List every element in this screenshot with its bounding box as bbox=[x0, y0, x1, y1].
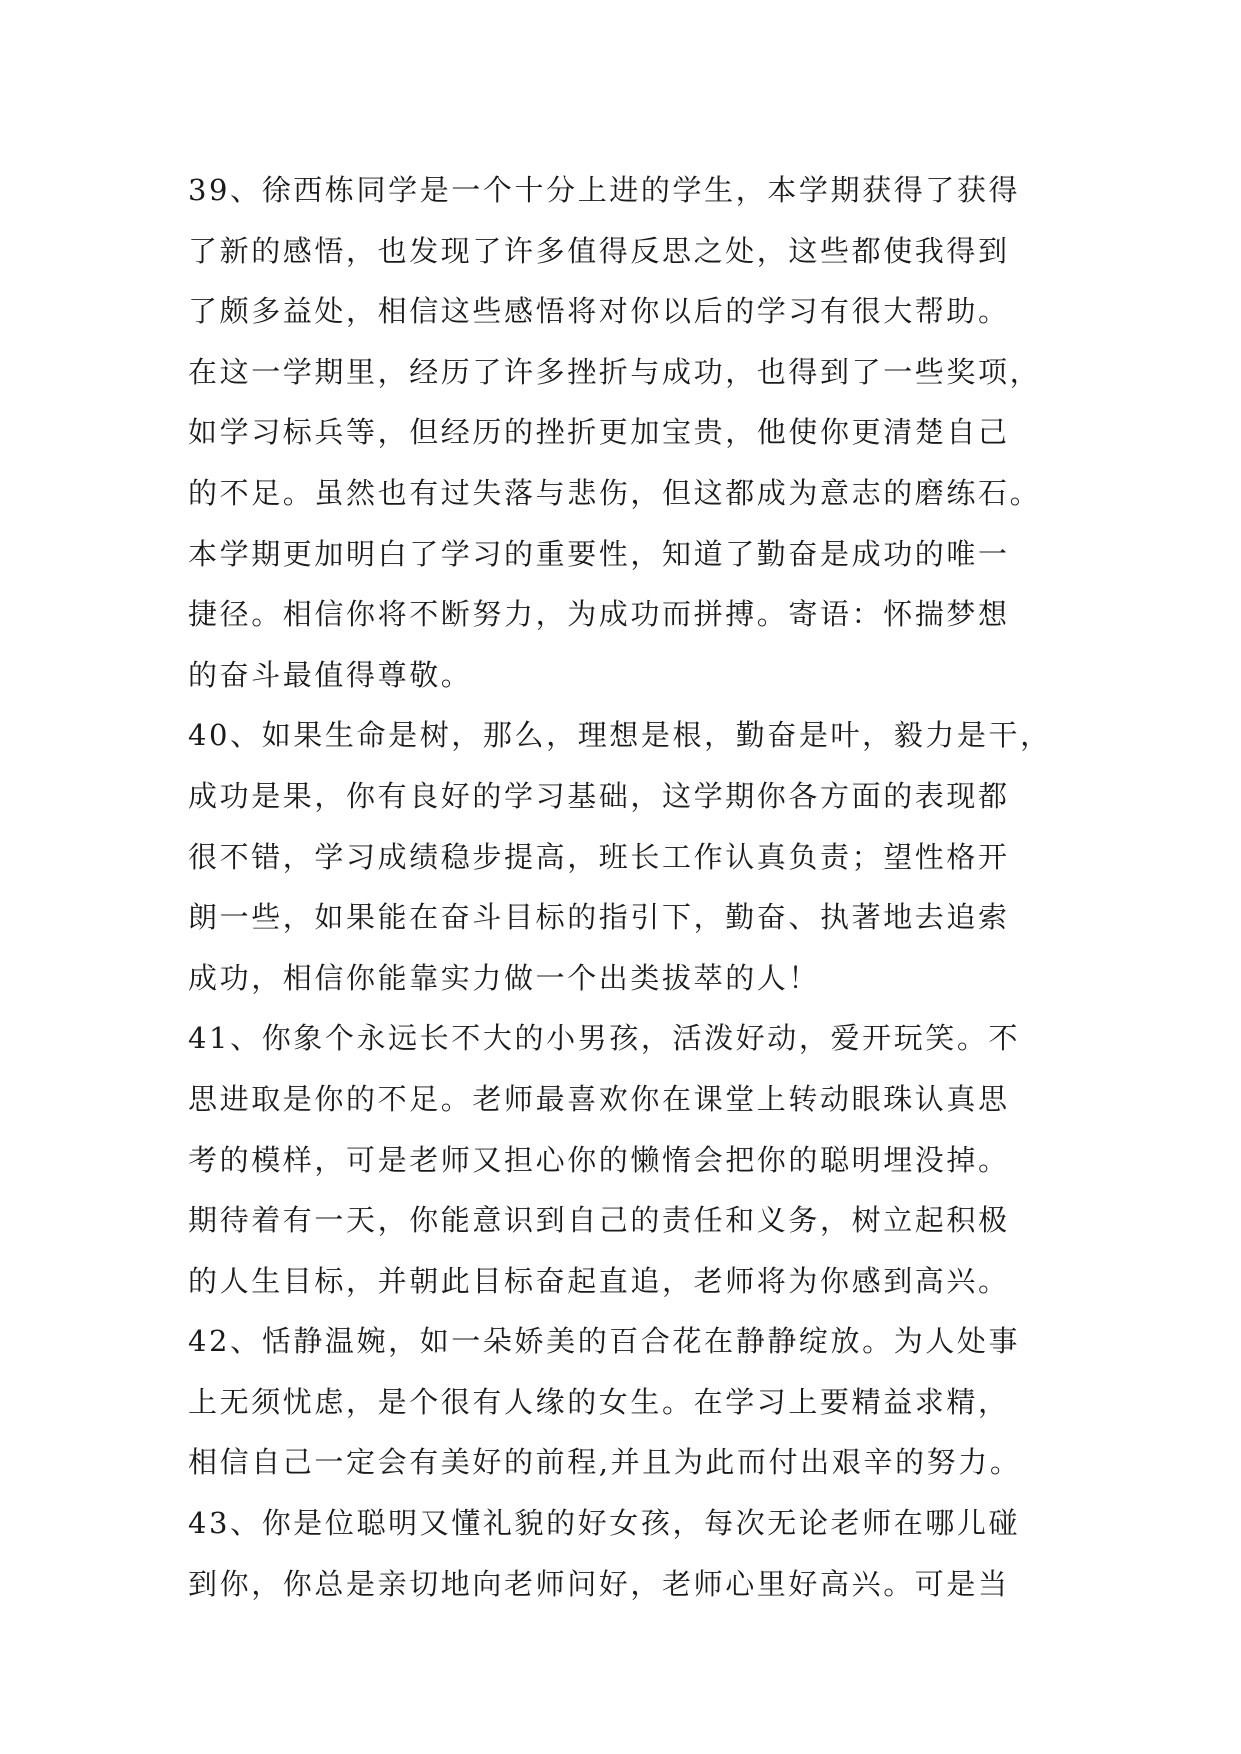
text-line: 43、你是位聪明又懂礼貌的好女孩，每次无论老师在哪儿碰 bbox=[188, 1506, 1021, 1541]
text-line: 朗一些，如果能在奋斗目标的指引下，勤奋、执著地去追索 bbox=[188, 900, 1010, 935]
text-line: 本学期更加明白了学习的重要性，知道了勤奋是成功的唯一 bbox=[188, 536, 1010, 571]
text-line: 40、如果生命是树，那么，理想是根，勤奋是叶，毅力是干， bbox=[188, 718, 1052, 753]
text-line: 在这一学期里，经历了许多挫折与成功，也得到了一些奖项， bbox=[188, 354, 1042, 389]
text-line: 成功，相信你能靠实力做一个出类拔萃的人！ bbox=[188, 960, 821, 995]
text-line: 相信自己一定会有美好的前程,并且为此而付出艰辛的努力。 bbox=[188, 1445, 1022, 1480]
text-line: 42、恬静温婉，如一朵娇美的百合花在静静绽放。为人处事 bbox=[188, 1324, 1021, 1359]
text-line: 的人生目标，并朝此目标奋起直追，老师将为你感到高兴。 bbox=[188, 1263, 1010, 1298]
text-line: 考的模样，可是老师又担心你的懒惰会把你的聪明埋没掉。 bbox=[188, 1142, 1010, 1177]
text-line: 期待着有一天，你能意识到自己的责任和义务，树立起积极 bbox=[188, 1203, 1010, 1238]
text-line: 成功是果，你有良好的学习基础，这学期你各方面的表现都 bbox=[188, 778, 1010, 813]
text-line: 很不错，学习成绩稳步提高，班长工作认真负责；望性格开 bbox=[188, 839, 1010, 874]
text-line: 的奋斗最值得尊敬。 bbox=[188, 657, 473, 692]
text-line: 到你，你总是亲切地向老师问好，老师心里好高兴。可是当 bbox=[188, 1566, 1010, 1601]
text-line: 捷径。相信你将不断努力，为成功而拼搏。寄语：怀揣梦想 bbox=[188, 597, 1010, 632]
text-line: 的不足。虽然也有过失落与悲伤，但这都成为意志的磨练石。 bbox=[188, 475, 1042, 510]
text-line: 了颇多益处，相信这些感悟将对你以后的学习有很大帮助。 bbox=[188, 294, 1010, 329]
text-line: 上无须忧虑，是个很有人缘的女生。在学习上要精益求精， bbox=[188, 1384, 1010, 1419]
text-line: 如学习标兵等，但经历的挫折更加宝贵，他使你更清楚自己 bbox=[188, 415, 1010, 450]
text-line: 39、徐西栋同学是一个十分上进的学生，本学期获得了获得 bbox=[188, 173, 1021, 207]
text-line: 41、你象个永远长不大的小男孩，活泼好动，爱开玩笑。不 bbox=[188, 1021, 1021, 1056]
body-text bbox=[188, 160, 1088, 1614]
text-line: 了新的感悟，也发现了许多值得反思之处，这些都使我得到 bbox=[188, 233, 1010, 268]
text-line: 思进取是你的不足。老师最喜欢你在课堂上转动眼珠认真思 bbox=[188, 1081, 1010, 1116]
